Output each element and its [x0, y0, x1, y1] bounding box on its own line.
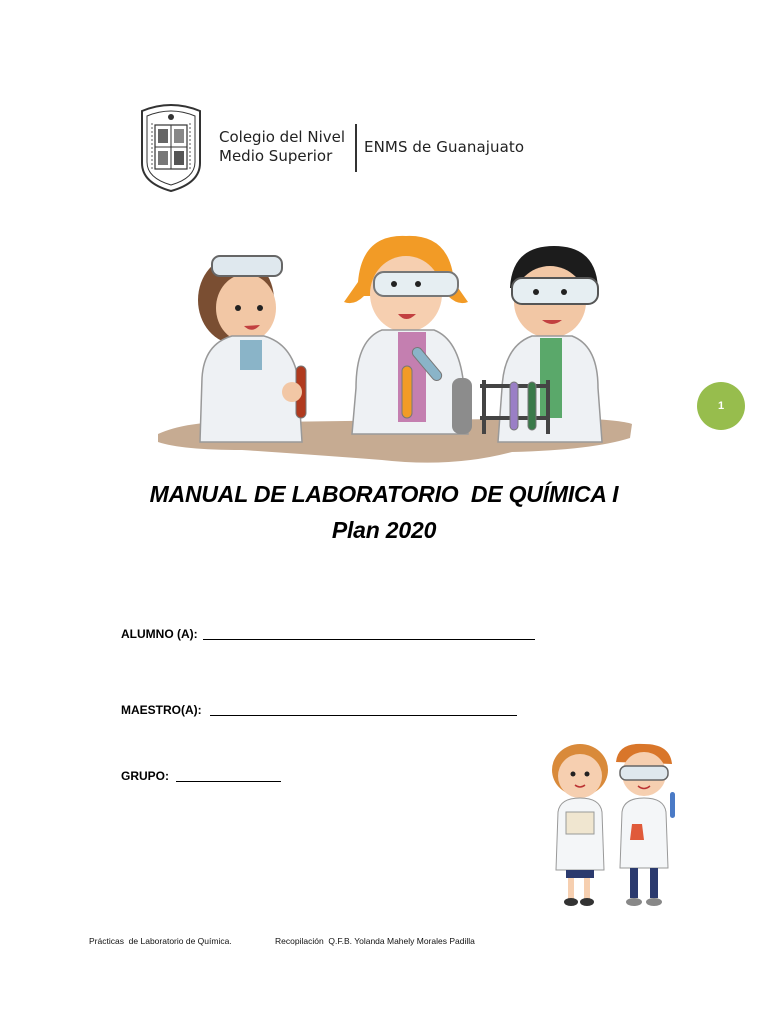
kid-center	[344, 236, 472, 434]
lab-kids-illustration	[152, 228, 636, 474]
page-number-badge: 1	[697, 382, 745, 430]
college-name	[219, 128, 345, 166]
teacher-name-line	[210, 715, 517, 716]
boy-scientist	[616, 744, 675, 906]
university-seal-icon	[134, 101, 208, 193]
manual-subtitle: Plan 2020	[331, 517, 437, 543]
brand-divider	[355, 124, 357, 172]
teacher-label: MAESTRO(A):	[121, 703, 202, 717]
group-label: GRUPO:	[121, 769, 169, 783]
student-name-line	[203, 639, 535, 640]
kid-right	[480, 246, 602, 442]
group-line	[176, 781, 281, 782]
footer-course-name: Prácticas de Laboratorio de Química.	[89, 936, 232, 946]
kid-left	[198, 256, 306, 442]
student-label: ALUMNO (A):	[121, 627, 198, 641]
manual-title: MANUAL DE LABORATORIO DE QUÍMICA I	[149, 481, 619, 507]
college-name-line1: Colegio del Nivel	[219, 128, 346, 146]
school-name: ENMS de Guanajuato	[364, 138, 525, 156]
kid-scientists-illustration	[546, 740, 686, 910]
girl-scientist	[552, 744, 608, 906]
college-name-line2: Medio Superior	[219, 147, 333, 165]
footer-compiler: Recopilación Q.F.B. Yolanda Mahely Morales Padilla	[275, 936, 475, 946]
